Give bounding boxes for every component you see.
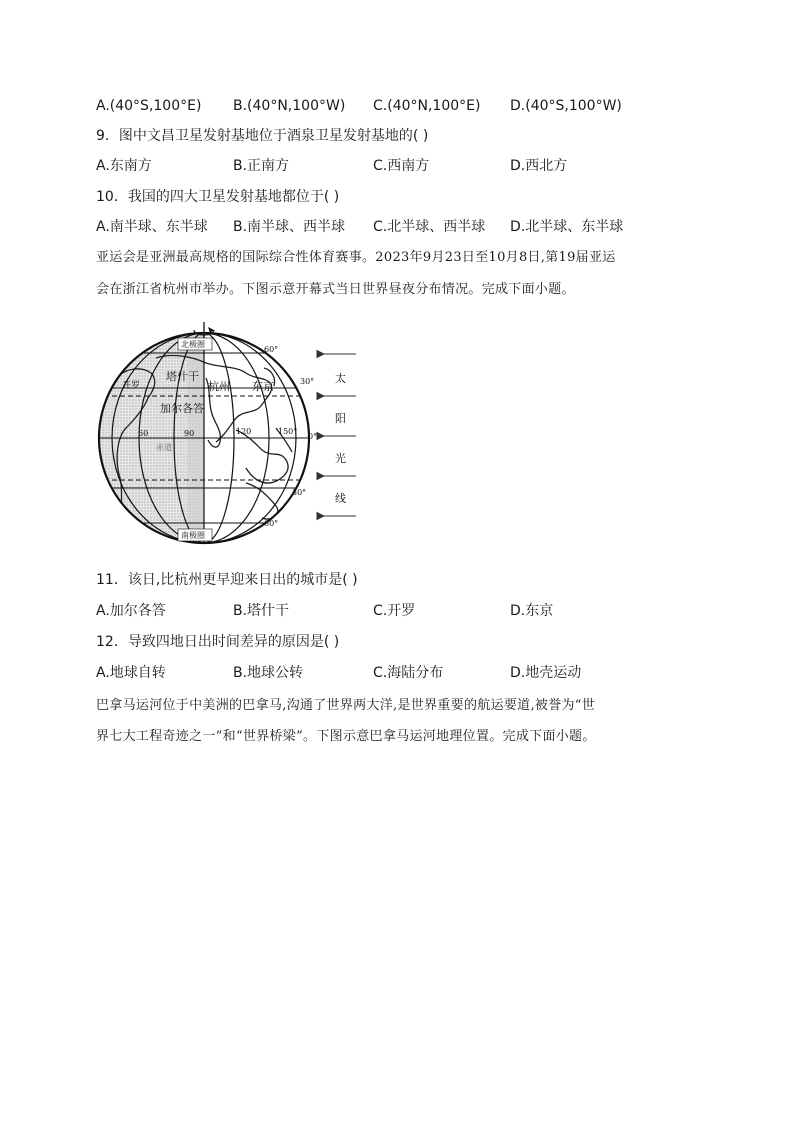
q12-option-b[interactable]: B.地球公转 (233, 665, 304, 681)
q11-stem: 11．该日,比杭州更早迎来日出的城市是( ) (96, 572, 358, 588)
label-lon-120: 120 (236, 427, 252, 436)
q9-option-c[interactable]: C.西南方 (373, 158, 430, 174)
label-tashkent: 塔什干 (166, 370, 199, 383)
q11-option-c[interactable]: C.开罗 (373, 603, 416, 619)
q10-stem: 10．我国的四大卫星发射基地都位于( ) (96, 189, 340, 205)
label-lat-0: 0° (308, 432, 318, 441)
label-calcutta: 加尔各答 (160, 402, 204, 415)
q8-option-b[interactable]: B.(40°N,100°W) (233, 98, 346, 114)
q11-option-a[interactable]: A.加尔各答 (96, 603, 166, 619)
label-lat-30n: 30° (300, 377, 315, 386)
q9-stem: 9．图中文昌卫星发射基地位于酒泉卫星发射基地的( ) (96, 128, 429, 144)
label-lat-60n: 60° (264, 345, 279, 354)
label-hangzhou: 杭州 (208, 380, 230, 393)
q9-option-a[interactable]: A.东南方 (96, 158, 152, 174)
q12-stem: 12．导致四地日出时间差异的原因是( ) (96, 634, 340, 650)
label-lon-90: 90 (184, 429, 195, 438)
sunlight-char-4: 线 (335, 492, 346, 505)
passage-asian-games-line1: 亚运会是亚洲最高规格的国际综合性体育赛事。2023年9月23日至10月8日,第19届亚运 (96, 250, 616, 265)
q9-option-b[interactable]: B.正南方 (233, 158, 290, 174)
passage-panama-canal-line1: 巴拿马运河位于中美洲的巴拿马,沟通了世界两大洋,是世界重要的航运要道,被誉为“世 (96, 698, 596, 713)
q8-option-a[interactable]: A.(40°S,100°E) (96, 98, 202, 114)
q8-option-d[interactable]: D.(40°S,100°W) (510, 98, 622, 114)
label-cairo: 开罗 (122, 381, 141, 391)
label-equator: 赤道 (156, 443, 172, 452)
sunlight-label (335, 371, 346, 505)
globe-svg (96, 318, 366, 548)
label-lon-60: 60 (138, 429, 149, 438)
sunlight-char-2: 阳 (335, 412, 346, 425)
q12-option-c[interactable]: C.海陆分布 (373, 665, 444, 681)
passage-panama-canal-line2: 界七大工程奇迹之一”和“世界桥梁”。下图示意巴拿马运河地理位置。完成下面小题。 (96, 729, 596, 744)
passage-asian-games-line2: 会在浙江省杭州市举办。下图示意开幕式当日世界昼夜分布情况。完成下面小题。 (96, 282, 575, 297)
label-lon-150: 150° (278, 427, 298, 436)
q10-option-a[interactable]: A.南半球、东半球 (96, 219, 208, 235)
q12-option-d[interactable]: D.地壳运动 (510, 665, 582, 681)
q10-option-b[interactable]: B.南半球、西半球 (233, 219, 346, 235)
q9-option-d[interactable]: D.西北方 (510, 158, 568, 174)
label-arctic-circle: 北极圈 (181, 340, 205, 349)
q11-option-b[interactable]: B.塔什干 (233, 603, 290, 619)
label-antarctic-circle: 南极圈 (181, 531, 205, 540)
q8-option-c[interactable]: C.(40°N,100°E) (373, 98, 481, 114)
q10-option-d[interactable]: D.北半球、东半球 (510, 219, 624, 235)
q11-option-d[interactable]: D.东京 (510, 603, 554, 619)
sunlight-char-1: 太 (335, 372, 346, 385)
q12-option-a[interactable]: A.地球自转 (96, 665, 166, 681)
label-lat-60s: 60° (264, 519, 279, 528)
label-tokyo: 东京 (252, 380, 274, 393)
day-night-globe-figure (96, 318, 366, 548)
label-lat-30s: 30° (292, 488, 307, 497)
q10-option-c[interactable]: C.北半球、西半球 (373, 219, 486, 235)
sunlight-char-3: 光 (335, 452, 346, 465)
